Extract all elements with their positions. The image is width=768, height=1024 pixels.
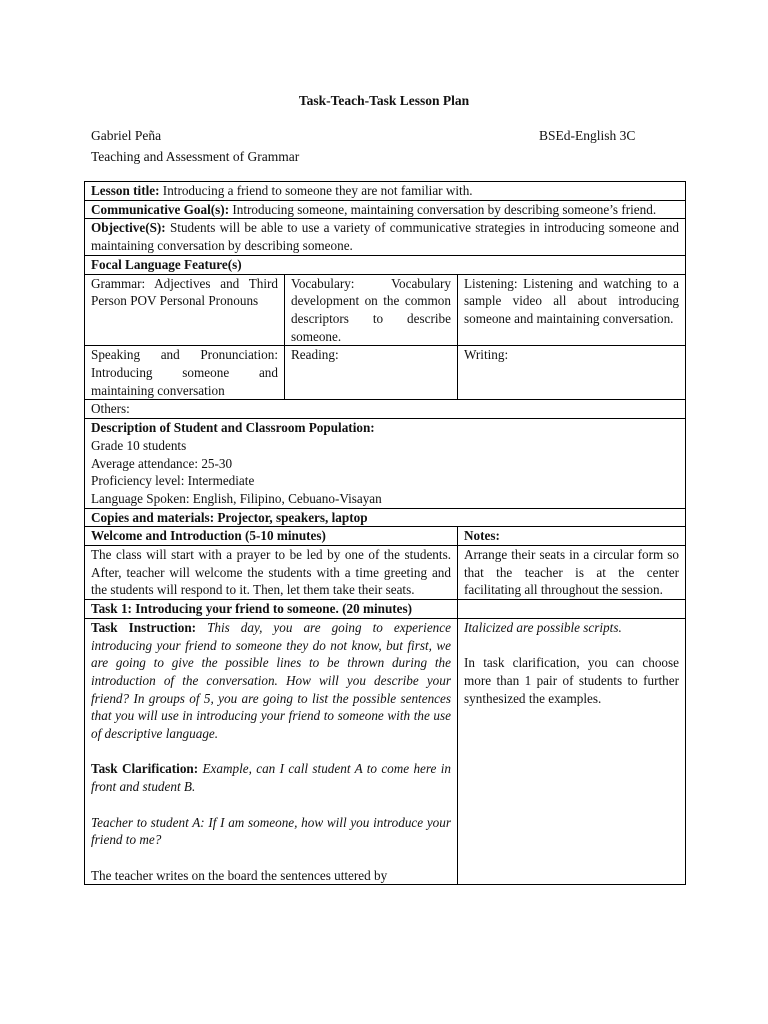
task-clarification-text: Example, can I call student A to come here in front and student B. <box>91 761 451 795</box>
task-clarification-label: Task Clarification: <box>91 761 199 777</box>
task1-note-italic: Italicized are possible scripts. <box>464 619 622 635</box>
lesson-plan-table <box>84 181 686 885</box>
others-row <box>85 400 686 419</box>
welcome-heading-row <box>85 527 686 546</box>
author-name: Gabriel Peña <box>91 128 162 143</box>
population-language: Language Spoken: English, Filipino, Cebuano-Visayan <box>91 490 382 506</box>
welcome-heading <box>85 527 458 546</box>
communicative-goal-text: Introducing someone, maintaining conversation by describing someone’s friend. <box>229 201 657 217</box>
welcome-notes: Arrange their seats in a circular form so that the teacher is at the center facilitating all throughout the session. <box>458 546 686 600</box>
task1-note-clarification: In task clarification, you can choose more than 1 pair of students to further synthesized the examples. <box>464 655 680 706</box>
lesson-title-cell <box>85 182 686 201</box>
materials-row <box>85 508 686 527</box>
vocabulary-cell: Vocabulary: Vocabulary development on the common descriptors to describe someone. <box>285 274 458 346</box>
welcome-heading-text: Welcome and Introduction (5-10 minutes) <box>91 528 326 544</box>
task1-body <box>85 618 458 885</box>
notes-heading-text: Notes: <box>464 528 500 544</box>
communicative-goal-label: Communicative Goal(s): <box>91 201 230 217</box>
objectives-row <box>85 219 686 255</box>
objectives-label: Objective(S): <box>91 220 166 236</box>
welcome-notes-heading <box>458 527 686 546</box>
document-title: Task-Teach-Task Lesson Plan <box>298 93 470 108</box>
subject-name: Teaching and Assessment of Grammar <box>91 149 300 164</box>
focal-features-label: Focal Language Feature(s) <box>91 256 242 272</box>
population-proficiency: Proficiency level: Intermediate <box>91 473 255 489</box>
population-row <box>85 419 686 509</box>
population-grade: Grade 10 students <box>91 437 187 453</box>
teacher-script-line: Teacher to student A: If I am someone, how will you introduce your friend to me? <box>91 814 451 848</box>
lesson-title-text: Introducing a friend to someone they are not familiar with. <box>159 183 473 198</box>
task1-heading-row <box>85 600 686 619</box>
welcome-body: The class will start with a prayer to be led by one of the students. After, teacher will welcome the students with a time greeting and the students will respond to it. Then, let them take their seats. <box>85 546 458 600</box>
task-instruction-label: Task Instruction: <box>91 619 197 635</box>
population-cell <box>85 419 686 509</box>
focal-features-heading <box>85 255 686 274</box>
focal-features-row-1 <box>85 274 686 346</box>
task1-heading <box>85 600 458 619</box>
communicative-goal-row <box>85 200 686 219</box>
others-cell: Others: <box>85 400 686 419</box>
welcome-body-row <box>85 546 686 600</box>
task1-body-row <box>85 618 686 885</box>
course-section: BSEd-English 3C <box>539 128 636 143</box>
lesson-title-row <box>85 182 686 201</box>
materials-cell <box>85 508 686 527</box>
task1-notes <box>458 618 686 885</box>
objectives-text: Students will be able to use a variety of communicative strategies in introducing someone and maintaining conversation by describing someone. <box>91 220 680 254</box>
population-label: Description of Student and Classroom Population: <box>91 420 375 436</box>
focal-features-row-2 <box>85 346 686 400</box>
objectives-cell <box>85 219 686 255</box>
materials-text: Copies and materials: Projector, speakers, laptop <box>91 509 368 525</box>
communicative-goal-cell <box>85 200 686 219</box>
task1-heading-spacer <box>458 600 686 619</box>
task-instruction-text: This day, you are going to experience introducing your friend to someone they do not know, but first, we are going to give the possible lines to be thrown during the introduction of the conversation. How will you describe your friend? In groups of 5, you are going to list the possible sentences that you will use in introducing your friend to someone with the use of descriptive language. <box>91 619 451 742</box>
lesson-title-label: Lesson title: <box>91 183 160 198</box>
writing-cell: Writing: <box>458 346 686 400</box>
reading-cell: Reading: <box>285 346 458 400</box>
board-line: The teacher writes on the board the sentences uttered by <box>91 867 388 883</box>
listening-cell: Listening: Listening and watching to a sample video all about introducing someone and maintaining conversation. <box>458 274 686 346</box>
grammar-cell: Grammar: Adjectives and Third Person POV Personal Pronouns <box>85 274 285 346</box>
task1-heading-text: Task 1: Introducing your friend to someone. (20 minutes) <box>91 601 413 617</box>
population-attendance: Average attendance: 25-30 <box>91 455 233 471</box>
focal-features-heading-row <box>85 255 686 274</box>
speaking-cell: Speaking and Pronunciation: Introducing someone and maintaining conversation <box>85 346 285 400</box>
